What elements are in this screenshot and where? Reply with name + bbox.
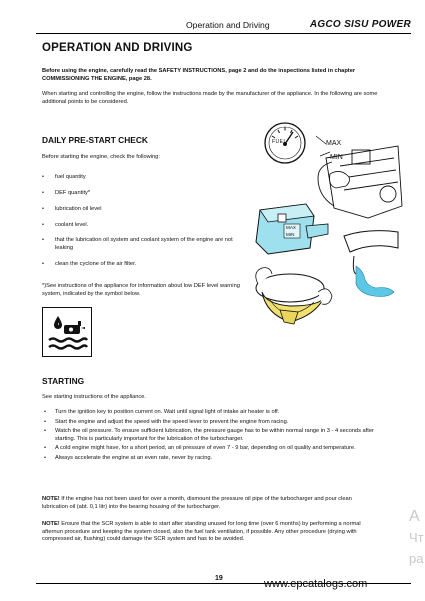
source-url[interactable]: www.epcatalogs.com [264, 578, 368, 590]
manual-page: Operation and Driving AGCO SISU POWER OPERATION AND DRIVING Before using the engine, carefully read the SAFETY INSTRUCTIONS, page 2 and do the inspections listed in chapter COMMISSIONING THE ENGINE, page 28. When starting and controlling the engine, follow the instructions made by the manufacturer of the appliance. In the following are some additional points to be considered. DAILY PRE-START CHECK Before starting the engine, check the following: • fuel quantity • DEF quantity* • lubrication oil level • coolant level. • that the lubrication oil system and coolant system of the engine are not leaking • clean the cyclone of the air filter. *)See instructions of the appliance for information about low DEF level warning system, indicated by the symbol below. FUEL MAX MIN MAX MIN STARTING See starting instructions of the appliance. • Turn the ignition key to position current on. Wait until signal light of intake air heater is off. • Start the engine and adjust the speed with the speed lever to prevent the engine from racing. • Watch the oil pressure. To ensure sufficient lubrication, the pressure gauge has to be within normal range in 3 - 4 seconds after starting. This is particularly important for the lubrication of the turbocharger. • A cold engine might have, for a short period, an oil pressure of even 7 - 9 bar, depending on oil quality and temperature. • Always accelerate the engine at an even rate, never by racing. NOTE! If the engine has not been used for over a month, dismount the pressure oil pipe of the turbocharger and pour clean lubrication oil (abt. 0,1 litr) into the bearing housing of the turbocharger. NOTE! Ensure that the SCR system is able to start after standing unused for long time (over 6 months) by performing a normal afternun procedure and keeping the system closed, also the fuel tank ventilation, if possible. Any other procedure (drying with compressed air, flushing) could damage the SCR system and has to be avoided. 19 www.epcatalogs.com А Чт ра [0, 0, 425, 601]
bullet-icon: • [42, 261, 44, 267]
starting-heading: STARTING [42, 376, 85, 386]
list-item: • Always accelerate the engine at an even rate, never by racing. [44, 454, 213, 461]
pre-start-check-illustration [248, 116, 406, 348]
bullet-icon: • [44, 428, 46, 434]
bullet-icon: • [42, 174, 44, 180]
daily-check-lead: Before starting the engine, check the following: [42, 154, 160, 160]
dipstick-min-label: MIN [330, 154, 343, 161]
scr-system-note: NOTE! Ensure that the SCR system is able to start after standing unused for long time (over 6 months) by performing a normal afternun procedure and keeping the system closed, also the fuel tank ventilation, if possible. Any other procedure (drying with compressed air, flushing) could damage the SCR system and has to be avoided. [42, 521, 361, 542]
def-footnote: *)See instructions of the appliance for information about low DEF level warning system, indicated by the symbol below. [42, 283, 240, 297]
list-item: • Watch the oil pressure. To ensure sufficient lubrication, the pressure gauge has to be within normal range in 3 - 4 seconds after starting. This is particularly important for the lubrication of the turbocharger. [44, 428, 374, 442]
list-item: • Start the engine and adjust the speed with the speed lever to prevent the engine from racing. [44, 418, 289, 425]
watermark-line: Чт [409, 530, 424, 545]
page-title: OPERATION AND DRIVING [42, 42, 193, 54]
bullet-icon: • [42, 237, 44, 243]
note-label: NOTE! [42, 521, 60, 527]
starting-steps-list [42, 409, 377, 464]
air-filter-cyclone [256, 268, 332, 324]
tank-min-label: MIN [286, 232, 295, 237]
coolant-leak-puddle [356, 266, 394, 297]
header-section-title: Operation and Driving [186, 20, 270, 30]
watermark-line: ра [409, 551, 424, 566]
def-level-warning-icon [43, 308, 91, 356]
bullet-icon: • [42, 206, 44, 212]
bullet-icon: • [42, 222, 44, 228]
gauge-fuel-label: FUEL [272, 139, 287, 145]
engine-check-illustration [248, 116, 406, 348]
tank-max-label: MAX [286, 225, 296, 230]
daily-check-heading: DAILY PRE-START CHECK [42, 135, 148, 145]
footer-divider [36, 583, 411, 584]
turbocharger-note: NOTE! If the engine has not been used for over a month, dismount the pressure oil pipe of the turbocharger and pour clean lubrication oil (abt. 0,1 litr) into the bearing housing of the turbocharger. [42, 496, 352, 510]
coolant-pipe [344, 231, 398, 274]
def-warning-symbol [42, 307, 92, 357]
page-header [36, 18, 411, 34]
bullet-icon: • [44, 454, 46, 461]
intro-text: When starting and controlling the engine, follow the instructions made by the manufacturer of the appliance. In the following are some additional points to be considered. [42, 91, 378, 105]
note-label: NOTE! [42, 496, 60, 502]
header-brand-logo: AGCO SISU POWER [309, 19, 411, 30]
bullet-icon: • [44, 418, 46, 425]
header-divider [36, 33, 411, 34]
page-number: 19 [215, 575, 223, 582]
bullet-icon: • [44, 445, 46, 451]
watermark-line: А [409, 508, 420, 525]
list-item: • Turn the ignition key to position current on. Wait until signal light of intake air heater is off. [44, 409, 280, 415]
list-item: • A cold engine might have, for a short period, an oil pressure of even 7 - 9 bar, depending on oil quality and temperature. [44, 445, 356, 451]
starting-lead: See starting instructions of the appliance. [42, 394, 147, 400]
bullet-icon: • [42, 190, 44, 196]
dipstick-max-label: MAX [326, 140, 342, 147]
intro-warning: Before using the engine, carefully read the SAFETY INSTRUCTIONS, page 2 and do the inspections listed in chapter COMMISSIONING THE ENGINE, page 28. [42, 68, 356, 82]
bullet-icon: • [44, 409, 46, 415]
